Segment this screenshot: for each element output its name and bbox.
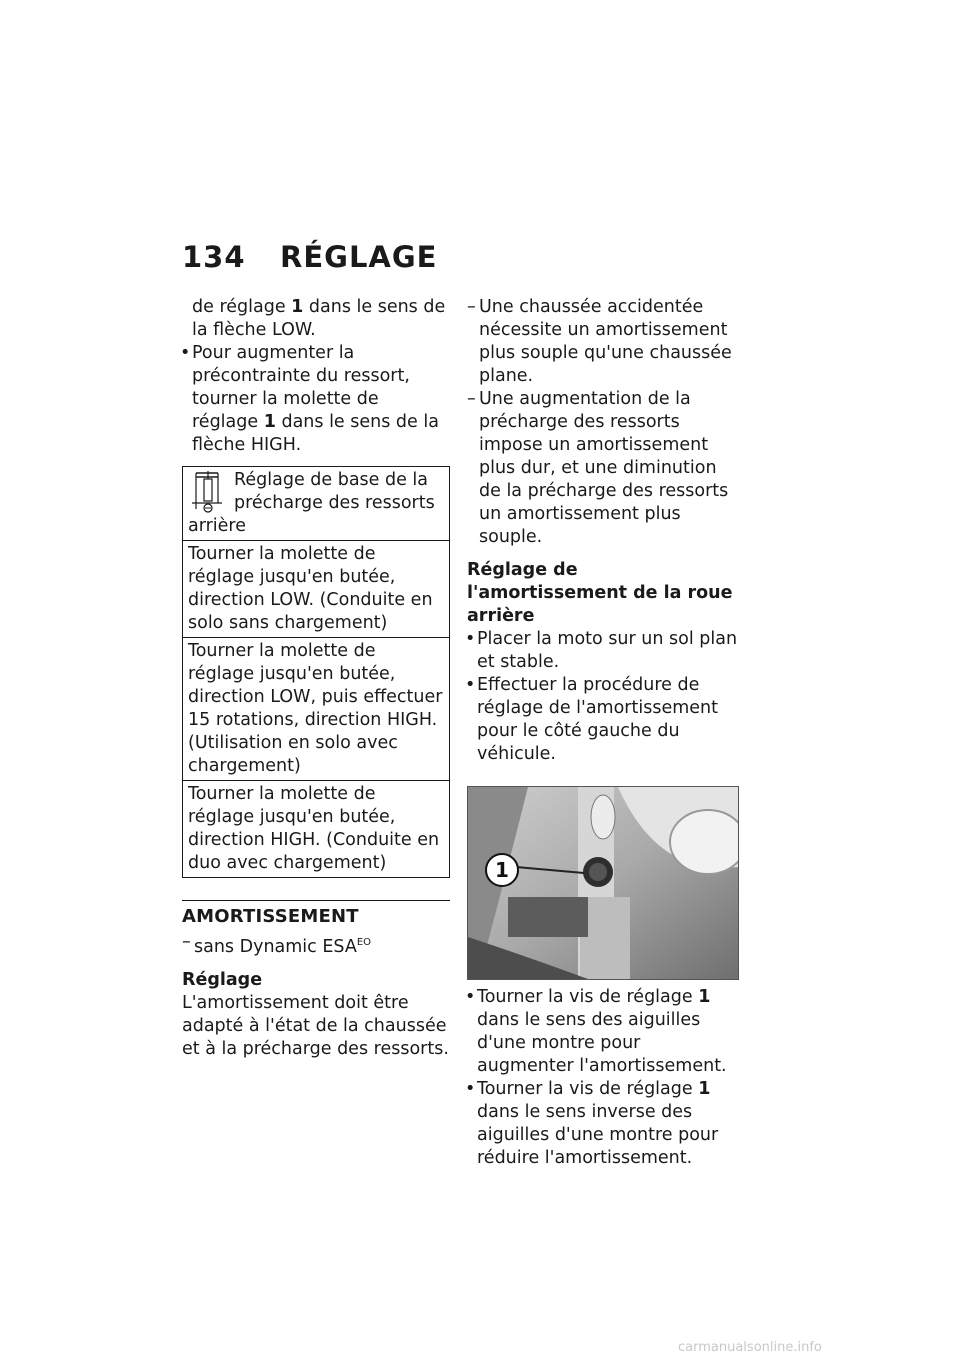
right-column (467, 296, 739, 1170)
preload-table (182, 466, 450, 878)
subheading: Réglage (182, 969, 263, 990)
list-item: • Tourner la vis de réglage 1 dans le sens inverse des aiguilles d'une montre pour réduire l'amortissement. (467, 1078, 739, 1170)
shock-absorber-icon (188, 469, 226, 515)
table-heading: Réglage de base de la précharge des ressorts arrière (188, 470, 435, 536)
variant-code: EO (356, 937, 372, 948)
list-item: • Effectuer la procédure de réglage de l'amortissement pour le côté gauche du véhicule. (467, 674, 739, 766)
table-header-row (183, 467, 450, 541)
damping-adjuster-photo (467, 786, 739, 980)
subheading: Réglage de l'amortissement de la roue arrière (467, 560, 733, 626)
continued-paragraph: de réglage 1 dans le sens de la flèche LOW. (192, 297, 446, 340)
list-item: • Placer la moto sur un sol plan et stable. (467, 628, 739, 674)
section-divider (182, 900, 450, 928)
table-row: Tourner la molette de réglage jusqu'en butée, direction LOW, puis effectuer 15 rotations, direction HIGH. (Utilisation en solo avec chargement) (183, 638, 450, 781)
ref-number: 1 (263, 412, 276, 432)
list-item: • Pour augmenter la précontrainte du ressort, tourner la molette de réglage 1 dans le sens de la flèche HIGH. (182, 342, 450, 457)
list-item: – Une chaussée accidentée nécessite un amortissement plus souple qu'une chaussée plane. (467, 296, 739, 388)
list-item: • Tourner la vis de réglage 1 dans le sens des aiguilles d'une montre pour augmenter l'amortissement. (467, 986, 739, 1078)
section-title: AMORTISSEMENT (182, 906, 359, 927)
chapter-title: RÉGLAGE (280, 240, 438, 274)
ref-number: 1 (698, 1079, 711, 1099)
table-row: Tourner la molette de réglage jusqu'en butée, direction HIGH. (Conduite en duo avec chargement) (183, 781, 450, 878)
ref-number: 1 (291, 297, 304, 317)
ref-number: 1 (698, 987, 711, 1007)
variant-note: – sans Dynamic $ESA^{EO}$ (182, 931, 450, 959)
page-header (182, 240, 437, 274)
page-number: 134 (182, 240, 246, 274)
body-text: L'amortissement doit être adapté à l'état de la chaussée et à la précharge des ressorts. (182, 992, 449, 1059)
list-item: – Une augmentation de la précharge des ressorts impose un amortissement plus dur, et une diminution de la précharge des ressorts un amortissement plus souple. (467, 388, 739, 549)
left-column (182, 296, 450, 1061)
watermark: carmanualsonline.info (678, 1340, 822, 1355)
table-row: Tourner la molette de réglage jusqu'en butée, direction LOW. (Conduite en solo sans chargement) (183, 541, 450, 638)
callout-label: 1 (495, 858, 509, 882)
